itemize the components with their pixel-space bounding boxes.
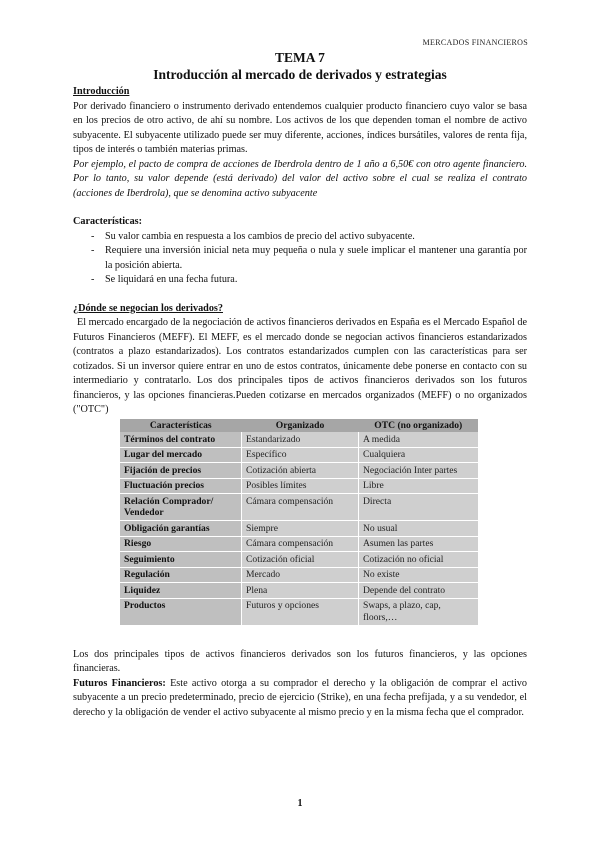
table-row: Fijación de precios Cotización abierta Negociación Inter partes xyxy=(120,463,478,479)
page-content xyxy=(73,50,527,720)
intro-paragraph: Por derivado financiero o instrumento derivado entendemos cualquier producto financiero cuyo valor se basa en los precios de otro activo, de ahí su nombre. Los activos de los que dependen toman el nombre de activo subyacente. El subyacente utilizado puede ser muy diferente, acciones, índices bursátiles, valores de renta fija, tipos de interés o también materias primas. xyxy=(73,100,527,155)
table-row: Productos Futuros y opciones Swaps, a plazo, cap, floors,… xyxy=(120,598,478,625)
table-header-row xyxy=(120,419,478,433)
table-row: Riesgo Cámara compensación Asumen las partes xyxy=(120,536,478,552)
table-row: Obligación garantías Siempre No usual xyxy=(120,521,478,537)
closing-paragraph: Los dos principales tipos de activos financieros derivados son los futuros financieros, y las opciones financieras. xyxy=(73,648,527,674)
where-heading: ¿Dónde se negocian los derivados? xyxy=(73,302,223,314)
futures-paragraph xyxy=(73,677,527,721)
page-number: 1 xyxy=(297,798,303,809)
list-item: - Requiere una inversión inicial neta muy pequeña o nula y suele implicar el mantener una garantía por la posición abierta. xyxy=(91,245,527,271)
page-subtitle: Introducción al mercado de derivados y estrategias xyxy=(153,67,447,82)
futures-text: Este activo otorga a su comprador el derecho y la obligación de comprar el activo subyacente a un precio predeterminado, precio de ejercicio (Strike), en una fecha prefijada, y a su vendedor, el derecho y la obligación de vender el activo subyacente al mismo precio y en la misma fecha que el comprador. xyxy=(73,677,527,718)
table-row: Relación Comprador/ Vendedor Cámara compensación Directa xyxy=(120,494,478,521)
table-row: Términos del contrato Estandarizado A medida xyxy=(120,432,478,447)
features-list xyxy=(73,230,527,288)
features-heading: Características: xyxy=(73,216,143,227)
table-header: Características xyxy=(120,419,242,433)
table-row: Regulación Mercado No existe xyxy=(120,567,478,583)
running-header: MERCADOS FINANCIEROS xyxy=(422,38,528,47)
where-paragraph: El mercado encargado de la negociación de activos financieros derivados en España es el Mercado Español de Futuros Financieros (MEFF). El MEFF, es el mercado donde se negocian activos financieros estandarizados (contratos a plazo estandarizados). Los contratos estandarizados cumplen con las características para ser cotizados. Si un inversor quiere entrar en uno de estos contratos, únicamente debe ponerse en contacto con su intermediario y contratarlo. Los dos principales tipos de activos financieros derivados son los futuros financieros, y las opciones financieras.Pueden cotizarse en mercados organizados (MEFF) o no organizados ("OTC") xyxy=(73,317,527,415)
table-row: Seguimiento Cotización oficial Cotización no oficial xyxy=(120,552,478,568)
intro-example: Por ejemplo, el pacto de compra de acciones de Iberdrola dentro de 1 año a 6,50€ con otro agente financiero. Por lo tanto, su valor depende (está derivado) del valor del activo sobre el cual se realiza el contrato (acciones de Iberdrola), que se denomina activo subyacente xyxy=(73,158,527,199)
futures-label: Futuros Financieros: xyxy=(73,677,166,689)
table-row: Lugar del mercado Específico Cualquiera xyxy=(120,447,478,463)
table-header: OTC (no organizado) xyxy=(359,419,479,433)
table-row: Liquidez Plena Depende del contrato xyxy=(120,583,478,599)
intro-heading: Introducción xyxy=(73,86,130,97)
list-item: - Se liquidará en una fecha futura. xyxy=(91,274,238,285)
page-title: TEMA 7 xyxy=(275,50,325,65)
table-header: Organizado xyxy=(242,419,359,433)
table-row: Fluctuación precios Posibles límites Libre xyxy=(120,478,478,494)
comparison-table xyxy=(120,419,478,626)
list-item: - Su valor cambia en respuesta a los cambios de precio del activo subyacente. xyxy=(91,230,415,242)
